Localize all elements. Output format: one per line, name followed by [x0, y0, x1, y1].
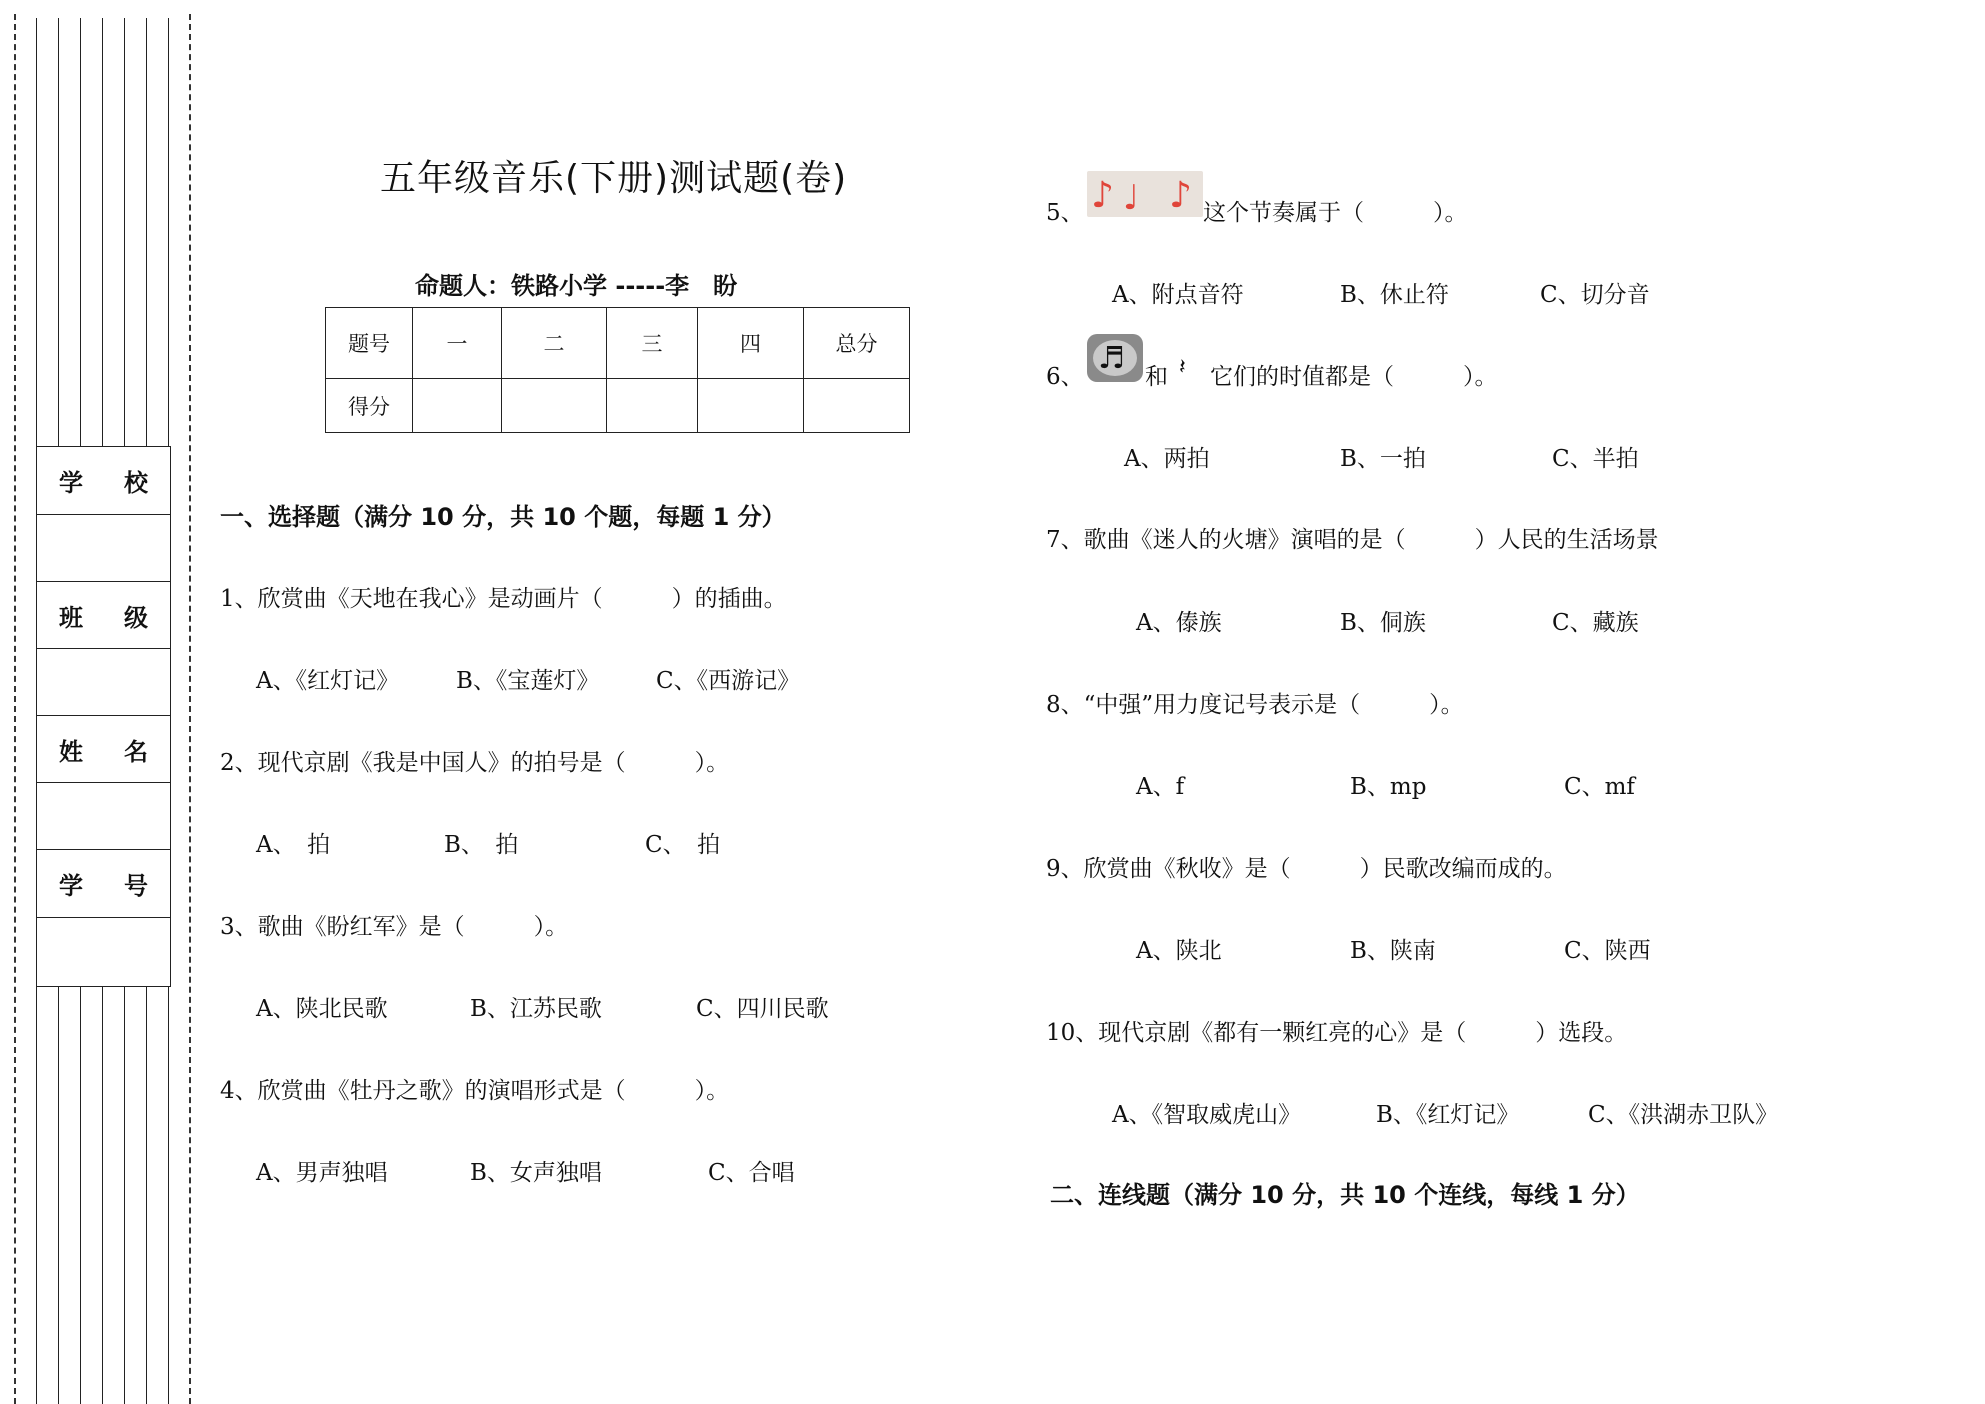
class-field[interactable] — [37, 649, 170, 716]
binding-line — [80, 18, 81, 446]
class-label: 班 级 — [37, 582, 170, 649]
q4-option-b: B、女声独唱 — [470, 1160, 602, 1186]
svg-text:♪: ♪ — [1091, 175, 1114, 216]
svg-text:𝄽: 𝄽 — [1179, 355, 1186, 378]
q7-option-c: C、藏族 — [1552, 610, 1639, 636]
question-7: 7、歌曲《迷人的火塘》演唱的是（ ）人民的生活场景 — [1046, 527, 1659, 553]
section1-heading: 一、选择题（满分 10 分，共 10 个题，每题 1 分） — [220, 503, 786, 531]
score-row-label: 得分 — [326, 379, 413, 433]
q4-option-a: A、男声独唱 — [256, 1160, 388, 1186]
section2-heading: 二、连线题（满分 10 分，共 10 个连线，每线 1 分） — [1050, 1181, 1640, 1209]
score-header-cell: 四 — [698, 308, 804, 379]
name-field[interactable] — [37, 783, 170, 850]
score-header-cell: 总分 — [804, 308, 910, 379]
q5-option-c: C、切分音 — [1540, 282, 1650, 308]
binding-line — [146, 986, 147, 1404]
q8-option-a: A、f — [1136, 774, 1185, 800]
q3-option-a: A、陕北民歌 — [256, 996, 388, 1022]
q1-option-c: C、《西游记》 — [656, 668, 801, 694]
student-number-label: 学 号 — [37, 850, 170, 918]
score-header-cell: 二 — [502, 308, 607, 379]
binding-line — [168, 18, 169, 446]
q6-option-c: C、半拍 — [1552, 446, 1639, 472]
question-4: 4、欣赏曲《牡丹之歌》的演唱形式是（ ）。 — [220, 1078, 730, 1104]
binding-line — [102, 18, 103, 446]
q6-option-a: A、两拍 — [1124, 446, 1210, 472]
q10-option-b: B、《红灯记》 — [1376, 1102, 1520, 1128]
binding-line — [80, 986, 81, 1404]
q10-option-c: C、《洪湖赤卫队》 — [1588, 1102, 1779, 1128]
score-cell[interactable] — [413, 379, 502, 433]
question-9: 9、欣赏曲《秋收》是（ ）民歌改编而成的。 — [1046, 856, 1567, 882]
q2-option-a: A、 拍 — [256, 832, 331, 858]
q10-option-a: A、《智取威虎山》 — [1112, 1102, 1302, 1128]
student-number-field[interactable] — [37, 918, 170, 987]
q1-option-a: A、《红灯记》 — [256, 668, 400, 694]
svg-text:♬: ♬ — [1098, 341, 1125, 376]
q8-option-c: C、mf — [1564, 774, 1635, 800]
student-info-box — [36, 446, 171, 987]
binding-line — [58, 986, 59, 1404]
question-6-and: 和 — [1145, 364, 1168, 390]
question-6-number: 6、 — [1046, 364, 1084, 390]
q9-option-c: C、陕西 — [1564, 938, 1651, 964]
question-10: 10、现代京剧《都有一颗红亮的心》是（ ）选段。 — [1046, 1020, 1628, 1046]
score-cell[interactable] — [607, 379, 698, 433]
score-cell[interactable] — [502, 379, 607, 433]
question-6-text: 它们的时值都是（ ）。 — [1210, 364, 1498, 390]
q2-option-c: C、 拍 — [645, 832, 721, 858]
quarter-rest-icon — [1176, 352, 1198, 378]
binding-line — [102, 986, 103, 1404]
school-field[interactable] — [37, 515, 170, 582]
q6-option-b: B、一拍 — [1340, 446, 1426, 472]
q8-option-b: B、mp — [1350, 774, 1427, 800]
svg-text:♩: ♩ — [1123, 178, 1140, 217]
q4-option-c: C、合唱 — [708, 1160, 795, 1186]
q9-option-a: A、陕北 — [1136, 938, 1222, 964]
q1-option-b: B、《宝莲灯》 — [456, 668, 600, 694]
binding-line — [168, 986, 169, 1404]
left-dashed-line — [14, 14, 16, 1404]
question-2: 2、现代京剧《我是中国人》的拍号是（ ）。 — [220, 750, 730, 776]
score-header-cell: 一 — [413, 308, 502, 379]
binding-line — [58, 18, 59, 446]
q5-option-b: B、休止符 — [1340, 282, 1449, 308]
page-title: 五年级音乐(下册)测试题(卷) — [380, 158, 848, 199]
question-1: 1、欣赏曲《天地在我心》是动画片（ ）的插曲。 — [220, 586, 787, 612]
question-3: 3、歌曲《盼红军》是（ ）。 — [220, 914, 569, 940]
right-dashed-line — [189, 14, 191, 1404]
q3-option-c: C、四川民歌 — [696, 996, 829, 1022]
score-header-cell: 题号 — [326, 308, 413, 379]
q7-option-a: A、傣族 — [1136, 610, 1222, 636]
binding-line — [124, 986, 125, 1404]
score-table — [325, 307, 910, 433]
question-5-number: 5、 — [1046, 200, 1084, 226]
q9-option-b: B、陕南 — [1350, 938, 1436, 964]
q5-option-a: A、附点音符 — [1112, 282, 1244, 308]
svg-text:♪: ♪ — [1169, 175, 1192, 216]
score-header-cell: 三 — [607, 308, 698, 379]
q2-option-b: B、 拍 — [444, 832, 519, 858]
q7-option-b: B、侗族 — [1340, 610, 1426, 636]
score-cell[interactable] — [698, 379, 804, 433]
q3-option-b: B、江苏民歌 — [470, 996, 602, 1022]
school-label: 学 校 — [37, 447, 170, 515]
question-5-text: 这个节奏属于（ ）。 — [1203, 200, 1468, 226]
sixteenth-notes-icon — [1087, 334, 1143, 382]
name-label: 姓 名 — [37, 716, 170, 783]
question-8: 8、“中强”用力度记号表示是（ ）。 — [1046, 692, 1464, 718]
score-cell[interactable] — [804, 379, 910, 433]
binding-line — [124, 18, 125, 446]
binding-line — [36, 18, 37, 446]
binding-line — [36, 986, 37, 1404]
rhythm-notes-image — [1087, 171, 1203, 217]
binding-line — [146, 18, 147, 446]
author-line: 命题人：铁路小学 -----李 盼 — [415, 272, 738, 300]
